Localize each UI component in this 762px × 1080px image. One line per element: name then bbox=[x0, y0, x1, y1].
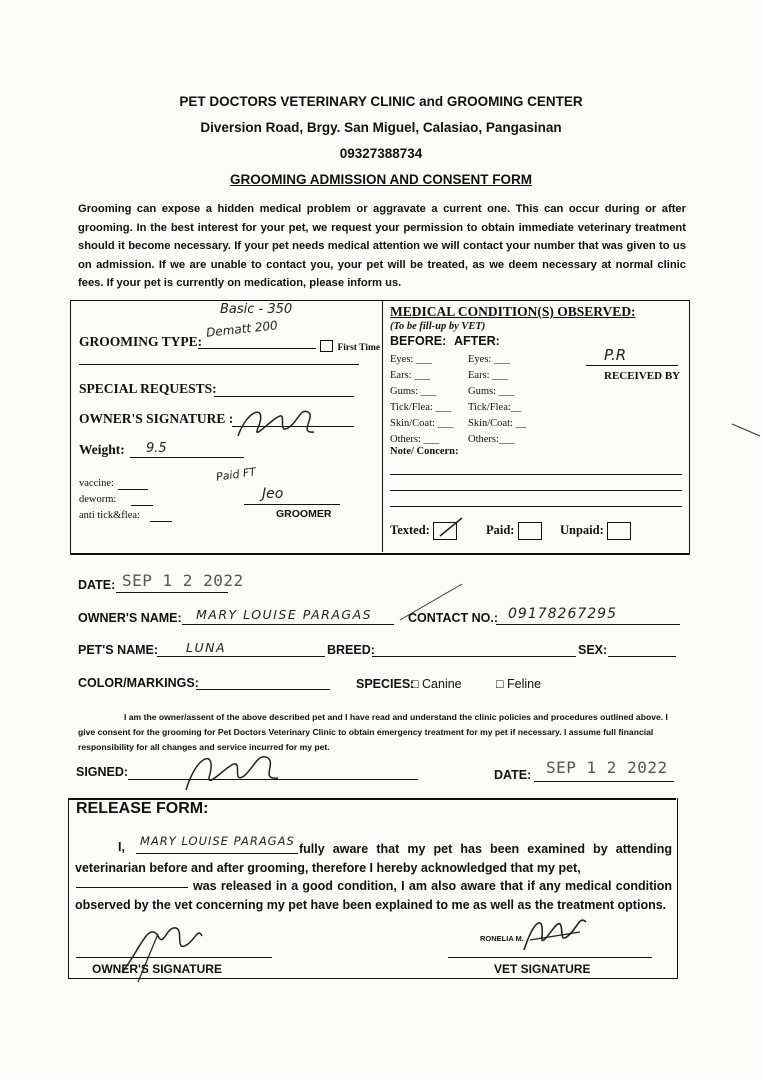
after-item[interactable]: Others:___ bbox=[468, 434, 515, 445]
before-item[interactable]: Skin/Coat: ___ bbox=[390, 418, 454, 429]
paid-field[interactable] bbox=[486, 522, 542, 540]
first-time-label: First Time bbox=[337, 343, 381, 353]
before-item[interactable]: Eyes: ___ bbox=[390, 354, 432, 365]
species-canine-option[interactable]: □ Canine bbox=[411, 677, 462, 691]
date-label: DATE: bbox=[78, 578, 116, 592]
medical-condition-title: MEDICAL CONDITION(S) OBSERVED: bbox=[390, 304, 636, 319]
received-by-value: P.R bbox=[604, 346, 627, 364]
special-requests-label: SPECIAL REQUESTS: bbox=[79, 381, 217, 396]
first-time-checkbox[interactable] bbox=[320, 340, 333, 352]
grooming-extra-line bbox=[79, 364, 359, 365]
after-label: AFTER: bbox=[454, 334, 500, 348]
before-item[interactable]: Ears: ___ bbox=[390, 370, 430, 381]
release-name-value: MARY LOUISE PARAGAS bbox=[140, 834, 295, 848]
consent-signature-scribble bbox=[176, 744, 286, 796]
color-markings-line[interactable] bbox=[196, 689, 330, 690]
vaccine-label: vaccine: bbox=[79, 478, 114, 489]
before-item[interactable]: Tick/Flea: ___ bbox=[390, 402, 452, 413]
release-paragraph-a: fully aware that my pet has been examined by attending veterinarian before and after grooming, therefore I hereby acknowledged that my pet, bbox=[75, 842, 672, 875]
vet-signature-label: VET SIGNATURE bbox=[494, 962, 591, 976]
consent-date-stamp: SEP 1 2 2022 bbox=[546, 758, 668, 777]
clinic-phone: 09327388734 bbox=[339, 146, 423, 161]
first-time-checkbox-wrap[interactable] bbox=[320, 337, 380, 355]
received-by-label: RECEIVED BY bbox=[604, 370, 681, 382]
note-concern-label: Note/ Concern: bbox=[390, 446, 459, 457]
anti-tick-line[interactable] bbox=[150, 521, 172, 522]
vet-signature-line[interactable] bbox=[448, 957, 652, 958]
signed-label: SIGNED: bbox=[76, 765, 129, 779]
paid-label: Paid: bbox=[486, 522, 515, 537]
margin-pen-mark bbox=[730, 420, 762, 440]
check-mark-icon bbox=[438, 514, 466, 540]
weight-label: Weight: bbox=[79, 442, 125, 457]
received-by-line[interactable] bbox=[586, 365, 678, 366]
vet-name: RONELIA M. bbox=[480, 934, 524, 943]
deworm-label: deworm: bbox=[79, 494, 117, 505]
grooming-type-value-1: Basic - 350 bbox=[220, 302, 293, 317]
groomer-value: Jeo bbox=[262, 486, 284, 502]
owner-name-line[interactable] bbox=[182, 624, 394, 625]
texted-label: Texted: bbox=[390, 522, 430, 537]
groomer-label: GROOMER bbox=[276, 508, 332, 520]
contact-value: 09178267295 bbox=[508, 606, 617, 622]
deworm-line[interactable] bbox=[131, 505, 153, 506]
unpaid-checkbox[interactable] bbox=[607, 522, 631, 540]
groomer-line[interactable] bbox=[244, 504, 340, 505]
release-form-title: RELEASE FORM: bbox=[76, 800, 209, 817]
intro-paragraph: Grooming can expose a hidden medical problem or aggravate a current one. This can occur during or after grooming. In the best interest for your pet, we request your permission to obtain immediate veterinary treatment should it become necessary. If your pet needs medical attention we will contact your number that was given to us on admission. If we are unable to contact you, your pet will be treated, as we deem necessary at normal clinic fees. If your pet is currently on medication, please inform us. bbox=[78, 203, 686, 289]
owner-signature-release-label: OWNER'S SIGNATURE bbox=[92, 962, 222, 976]
sex-label: SEX: bbox=[578, 643, 608, 657]
after-item[interactable]: Skin/Coat: __ bbox=[468, 418, 527, 429]
special-requests-line[interactable] bbox=[214, 396, 354, 397]
pet-name-line[interactable] bbox=[157, 656, 325, 657]
after-item[interactable]: Ears: ___ bbox=[468, 370, 508, 381]
unpaid-label: Unpaid: bbox=[560, 522, 604, 537]
consent-paragraph: I am the owner/assent of the above described pet and I have read and understand the clinic policies and procedures outlined above. I give consent for the grooming for Pet Doctors Veterinary Clinic to obtain emergency treatment for my pet if necessary. I assume full financial responsibility for all changes and service incurred for my pet. bbox=[78, 712, 668, 752]
note-line-3[interactable] bbox=[390, 506, 682, 507]
weight-line[interactable] bbox=[130, 457, 244, 458]
before-list bbox=[390, 352, 453, 448]
owner-name-value: MARY LOUISE PARAGAS bbox=[196, 607, 373, 622]
owner-name-label: OWNER'S NAME: bbox=[78, 611, 182, 625]
date-stamp: SEP 1 2 2022 bbox=[122, 571, 244, 590]
after-item[interactable]: Eyes: ___ bbox=[468, 354, 510, 365]
release-i-label: I, bbox=[118, 840, 125, 854]
before-label: BEFORE: bbox=[390, 334, 447, 348]
after-item[interactable]: Gums: ___ bbox=[468, 386, 515, 397]
paid-note: Paid FT bbox=[215, 465, 257, 484]
pen-stroke-mark bbox=[396, 582, 466, 622]
consent-date-line[interactable] bbox=[534, 781, 674, 782]
form-title: GROOMING ADMISSION AND CONSENT FORM bbox=[230, 172, 532, 187]
box-divider bbox=[382, 300, 383, 552]
owner-signature-release-line[interactable] bbox=[76, 957, 272, 958]
before-item[interactable]: Others: ___ bbox=[390, 434, 440, 445]
note-line-1[interactable] bbox=[390, 474, 682, 475]
note-line-2[interactable] bbox=[390, 490, 682, 491]
breed-line[interactable] bbox=[372, 656, 576, 657]
clinic-address: Diversion Road, Brgy. San Miguel, Calasiao, Pangasinan bbox=[200, 120, 562, 135]
sex-line[interactable] bbox=[608, 656, 676, 657]
color-markings-label: COLOR/MARKINGS: bbox=[78, 676, 199, 690]
after-item[interactable]: Tick/Flea:__ bbox=[468, 402, 522, 413]
contact-line[interactable] bbox=[496, 624, 680, 625]
vaccine-line[interactable] bbox=[118, 489, 148, 490]
species-feline-option[interactable]: □ Feline bbox=[496, 677, 542, 691]
after-list bbox=[468, 352, 526, 448]
anti-tick-label: anti tick&flea: bbox=[79, 510, 140, 521]
date-line[interactable] bbox=[116, 592, 228, 593]
grooming-type-value-2: Dematt 200 bbox=[205, 318, 279, 340]
grooming-type-label: GROOMING TYPE: bbox=[79, 334, 203, 349]
owner-signature-label: OWNER'S SIGNATURE : bbox=[79, 411, 234, 426]
grooming-type-line bbox=[198, 348, 316, 349]
breed-label: BREED: bbox=[327, 643, 375, 657]
weight-value: 9.5 bbox=[146, 441, 167, 456]
unpaid-field[interactable] bbox=[560, 522, 631, 540]
medical-condition-subtitle: (To be fill-up by VET) bbox=[390, 321, 486, 332]
consent-date-label: DATE: bbox=[494, 768, 532, 782]
pet-name-label: PET'S NAME: bbox=[78, 643, 159, 657]
before-item[interactable]: Gums: ___ bbox=[390, 386, 437, 397]
clinic-name: PET DOCTORS VETERINARY CLINIC and GROOMING CENTER bbox=[179, 94, 583, 109]
paid-checkbox[interactable] bbox=[518, 522, 542, 540]
species-label: SPECIES: bbox=[356, 677, 415, 691]
release-paragraph-b: was released in a good condition, I am also aware that if any medical condition observed by the vet concerning my pet have been explained to me as well as the treatment options. bbox=[75, 879, 672, 912]
vet-signature-scribble bbox=[520, 910, 590, 956]
owner-signature-scribble bbox=[228, 398, 324, 446]
pet-name-value: LUNA bbox=[186, 640, 227, 655]
contact-label: CONTACT NO.: bbox=[408, 611, 499, 625]
